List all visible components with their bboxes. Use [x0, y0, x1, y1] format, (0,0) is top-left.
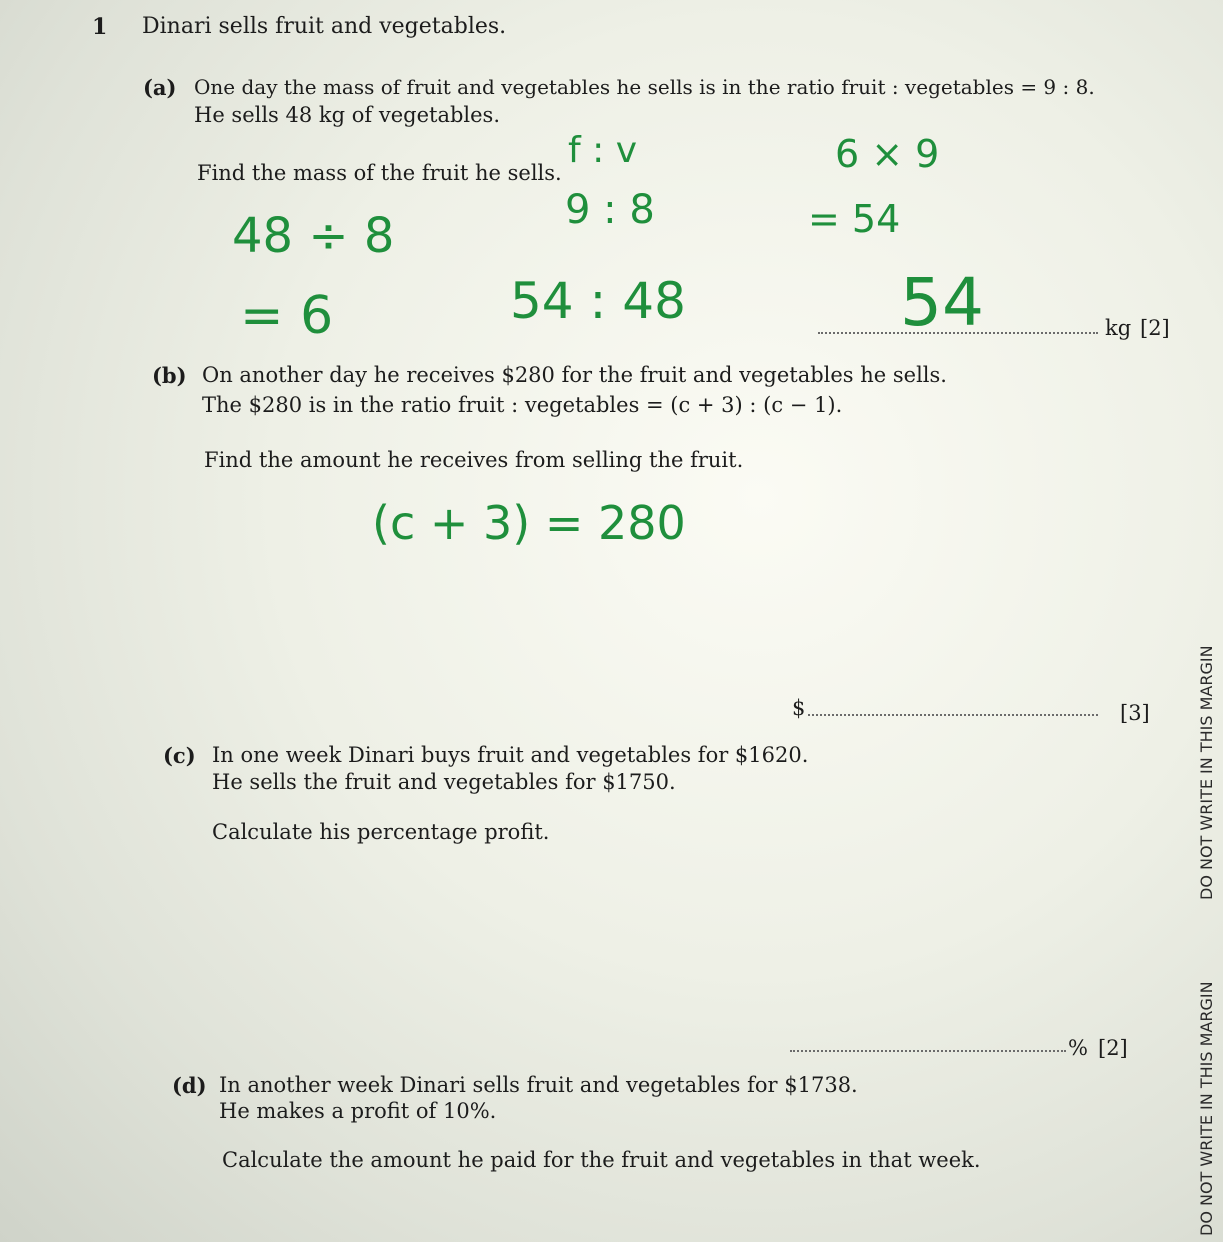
part-b-marks: [3] [1120, 701, 1150, 725]
handwriting-a-divide: 48 ÷ 8 [232, 208, 395, 264]
part-b-label: (b) [152, 363, 187, 388]
part-d-line1: In another week Dinari sells fruit and vegetables for $1738. [219, 1073, 858, 1097]
handwriting-a-ratio: 9 : 8 [565, 187, 655, 233]
part-d-label: (d) [172, 1073, 207, 1098]
part-a-line2: He sells 48 kg of vegetables. [194, 103, 500, 127]
part-d-line2: He makes a profit of 10%. [219, 1099, 497, 1123]
handwriting-a-equals-six: = 6 [240, 286, 334, 346]
part-a-unit: kg [1105, 316, 1132, 340]
handwriting-a-answer: 54 [900, 264, 984, 341]
part-b-currency: $ [792, 696, 806, 720]
part-b-line1: On another day he receives $280 for the fruit and vegetables he sells. [202, 363, 947, 387]
handwriting-b-work: (c + 3) = 280 [372, 496, 686, 550]
margin-warning-bottom: DO NOT WRITE IN THIS MARGIN [1197, 981, 1216, 1236]
handwriting-a-scaled-ratio: 54 : 48 [510, 272, 686, 330]
part-c-unit: % [1068, 1036, 1088, 1060]
question-intro: Dinari sells fruit and vegetables. [142, 14, 507, 39]
part-b-instruction: Find the amount he receives from selling the fruit. [204, 448, 744, 472]
part-a-label: (a) [143, 75, 177, 100]
handwriting-a-result: = 54 [808, 197, 901, 241]
part-a-line1: One day the mass of fruit and vegetables he sells is in the ratio fruit : vegetables = 9 : 8. [194, 75, 1095, 99]
part-c-instruction: Calculate his percentage profit. [212, 820, 550, 844]
part-a-marks: [2] [1140, 316, 1170, 340]
question-number: 1 [92, 14, 108, 40]
part-c-line2: He sells the fruit and vegetables for $1750. [212, 770, 676, 794]
handwriting-a-mult: 6 × 9 [835, 132, 940, 176]
part-c-label: (c) [163, 743, 196, 768]
part-c-marks: [2] [1098, 1036, 1128, 1060]
margin-warning-top: DO NOT WRITE IN THIS MARGIN [1197, 645, 1216, 900]
answer-line-a [818, 332, 1098, 334]
answer-line-c [790, 1050, 1066, 1052]
handwriting-a-fv: f : v [568, 130, 637, 171]
part-a-instruction: Find the mass of the fruit he sells. [197, 161, 562, 185]
part-b-line2: The $280 is in the ratio fruit : vegetables = (c + 3) : (c − 1). [202, 393, 843, 417]
part-c-line1: In one week Dinari buys fruit and vegetables for $1620. [212, 743, 809, 767]
answer-line-b [808, 714, 1098, 716]
part-d-instruction: Calculate the amount he paid for the fruit and vegetables in that week. [222, 1148, 981, 1172]
